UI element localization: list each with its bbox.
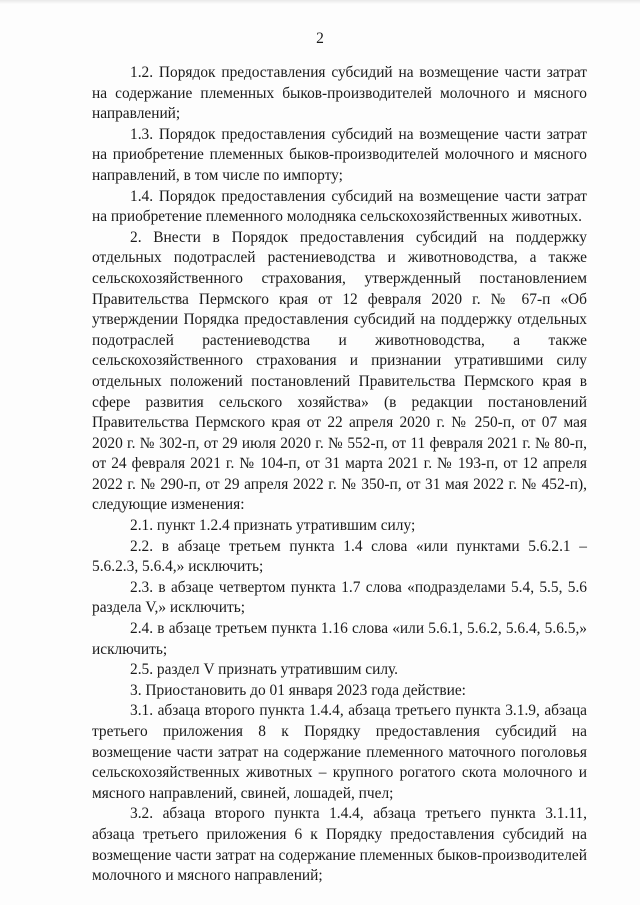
- document-body: [92, 63, 587, 887]
- paragraph-2-3: 2.3. в абзаце четвертом пункта 1.7 слова «подразделами 5.4, 5.5, 5.6 раздела V,» исключить;: [92, 578, 587, 617]
- paragraph-3-1: 3.1. абзаца второго пункта 1.4.4, абзаца третьего пункта 3.1.9, абзаца третьего приложения 8 к Порядку предоставления субсидий на возмещение части затрат на содержание племенного маточного поголовья сельскохозяйственных животных – крупного рогатого скота молочного и мясного направлений, свиней, лошадей, пчел;: [92, 702, 587, 802]
- paragraph-2-2: 2.2. в абзаце третьем пункта 1.4 слова «или пунктами 5.6.2.1 – 5.6.2.3, 5.6.4,» исключить;: [92, 537, 587, 576]
- paragraph-2: 2. Внести в Порядок предоставления субсидий на поддержку отдельных подотраслей растениеводства и животноводства, а также сельскохозяйственного страхования, утвержденный постановлением Правительства Пермского края от 12 февраля 2020 г. № 67-п «Об утверждении Порядка предоставления субсидий на поддержку отдельных подотраслей растениеводства и животноводства, а также сельскохозяйственного страхования и признании утратившими силу отдельных положений постановлений Правительства Пермского края в сфере развития сельского хозяйства» (в редакции постановлений Правительства Пермского края от 22 апреля 2020 г. № 250-п, от 07 мая 2020 г. № 302-п, от 29 июля 2020 г. № 552-п, от 11 февраля 2021 г. № 80-п, от 24 февраля 2021 г. № 104-п, от 31 марта 2021 г. № 193-п, от 12 апреля 2022 г. № 290-п, от 29 апреля 2022 г. № 350-п, от 31 мая 2022 г. № 452-п), следующие изменения:: [92, 228, 587, 514]
- paragraph-1-4: 1.4. Порядок предоставления субсидий на возмещение части затрат на приобретение племенного молодняка сельскохозяйственных животных.: [92, 187, 587, 226]
- page-number: 2: [316, 30, 324, 47]
- paragraph-2-4: 2.4. в абзаце третьем пункта 1.16 слова «или 5.6.1, 5.6.2, 5.6.4, 5.6.5,» исключить;: [92, 620, 587, 658]
- paragraph-1-3: 1.3. Порядок предоставления субсидий на возмещение части затрат на приобретение племенных быков-производителей молочного и мясного направлений, в том числе по импорту;: [92, 125, 587, 184]
- paragraph-2-1: 2.1. пункт 1.2.4 признать утратившим силу;: [130, 517, 416, 535]
- paragraph-2-5: 2.5. раздел V признать утратившим силу.: [130, 661, 399, 679]
- paragraph-1-2: 1.2. Порядок предоставления субсидий на возмещение части затрат на содержание племенных быков-производителей молочного и мясного направлений;: [92, 64, 587, 123]
- paragraph-3-2: 3.2. абзаца второго пункта 1.4.4, абзаца третьего пункта 3.1.11, абзаца третьего приложения 6 к Порядку предоставления субсидий на возмещение части затрат на содержание племенных быков-производителей молочного и мясного направлений;: [92, 805, 587, 885]
- scan-edge: [0, 0, 640, 4]
- paragraph-3: 3. Приостановить до 01 января 2023 года действие:: [130, 681, 466, 699]
